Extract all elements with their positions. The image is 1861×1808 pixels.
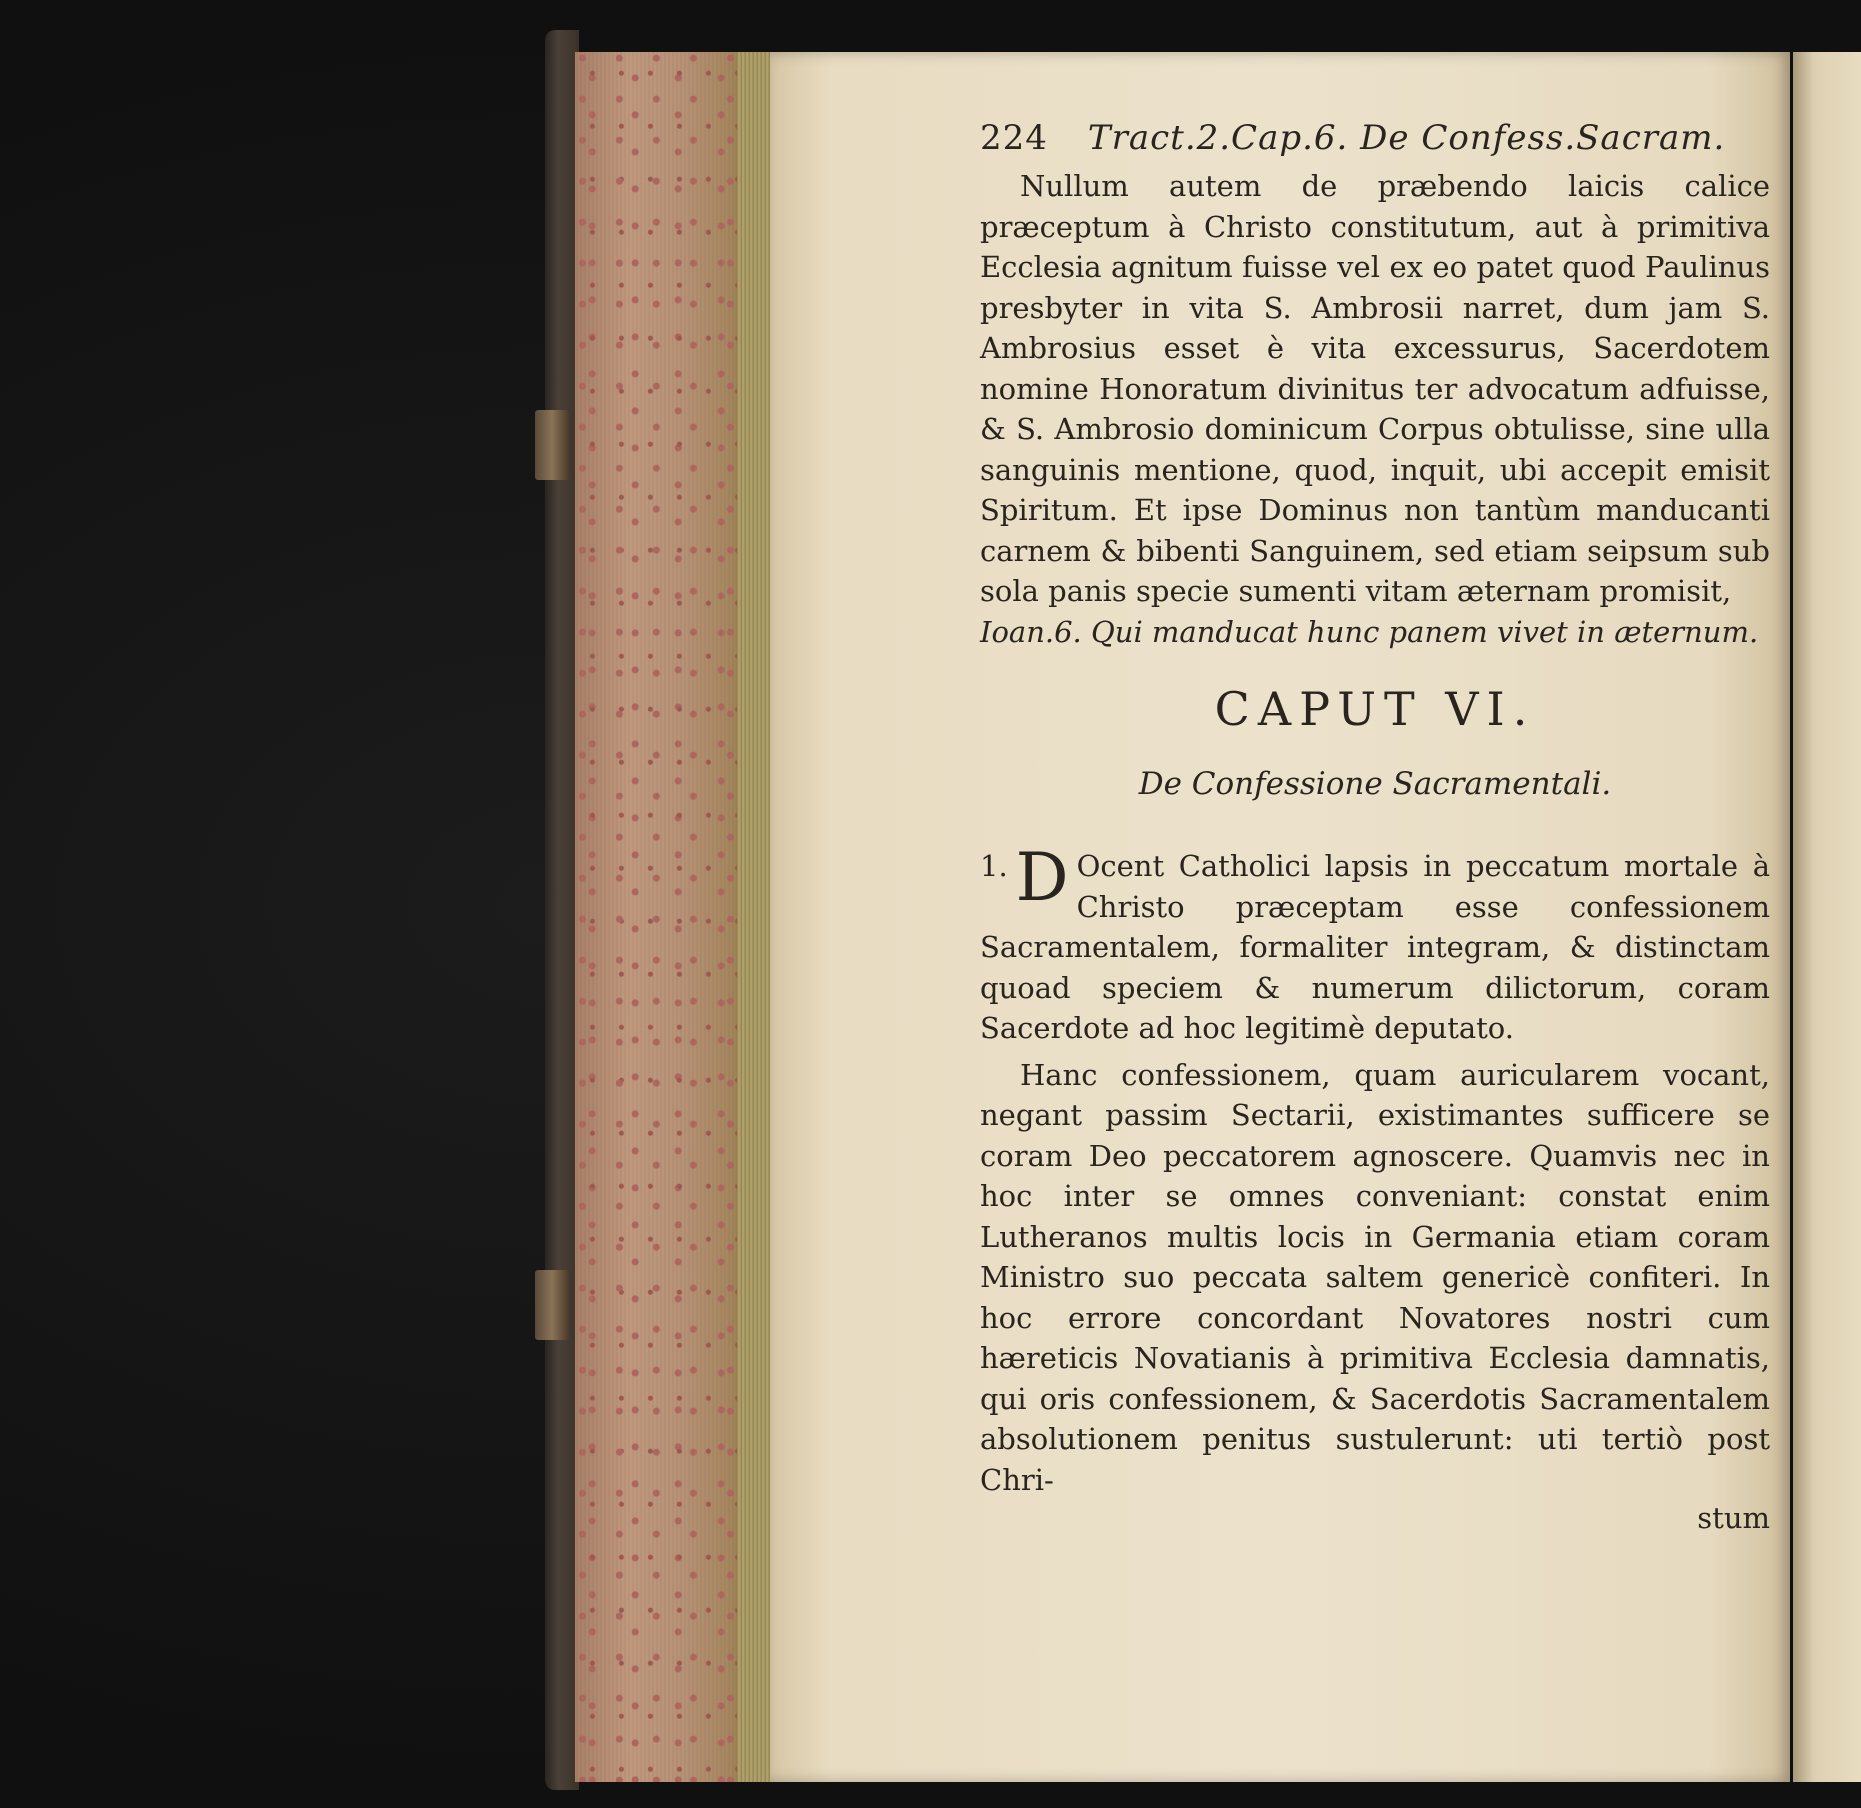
running-head-title: Tract.2.Cap.6. De Confess.Sacram. (1087, 118, 1726, 158)
chapter-subtitle: De Confessione Sacramentali. (1138, 766, 1612, 802)
section-2: Hanc confessionem, quam auricularem vocant, negant passim Sectarii, existimantes sufficere se coram Deo peccatorem agnoscere. Quamvis nec in hoc inter se omnes conveniant: constat enim Lutheranos multis locis in Germania etiam coram Ministro suo peccata saltem genericè confiteri. In hoc errore concordant Novatores nostri cum hæreticis Novatianis à primitiva Ecclesia damnatis, qui oris confessionem, & Sacerdotis Sacramentalem absolutionem penitus sustulerunt: uti tertiò post Chri- (980, 1057, 1770, 1497)
section-number: 1. (980, 849, 1008, 883)
right-page-sliver (1793, 52, 1861, 1782)
chapter-title: CAPUT VI. (1214, 682, 1536, 736)
book-clasp-upper (535, 410, 569, 480)
page-number: 224 (980, 118, 1048, 158)
section-1-text: Ocent Catholici lapsis in peccatum mortale à Christo præceptam esse confessionem Sacramentalem, formaliter integram, & distinctam quoad speciem & numerum dilictorum, coram Sacerdote ad hoc legitimè deputato. (980, 849, 1770, 1045)
catchword: stum (1697, 1501, 1770, 1535)
scripture-reference: Ioan.6. Qui manducat hunc panem vivet in æternum. (980, 614, 1759, 649)
page-text (980, 118, 1770, 1536)
intro-paragraph: Nullum autem de præbendo laicis calice præceptum à Christo constitutum, aut à primitiva Ecclesia agnitum fuisse vel ex eo patet quod Paulinus presbyter in vita S. Ambrosii narret, dum jam S. Ambrosius esset è vita excessurus, Sacerdotem nomine Honoratum divinitus ter advocatum adfuisse, & S. Ambrosio dominicum Corpus obtulisse, sine ulla sanguinis mentione, quod, inquit, ubi accepit emisit Spiritum. Et ipse Dominus non tantùm manducanti carnem & bibenti Sanguinem, sed etiam seipsum sub sola panis specie sumenti vitam æternam promisit, (980, 169, 1770, 608)
book-clasp-lower (535, 1270, 569, 1340)
book-cover-edge (545, 30, 579, 1790)
page-edges (575, 52, 755, 1782)
running-head (980, 118, 1770, 158)
section-1 (980, 839, 1770, 1049)
drop-cap: D (1015, 839, 1069, 916)
